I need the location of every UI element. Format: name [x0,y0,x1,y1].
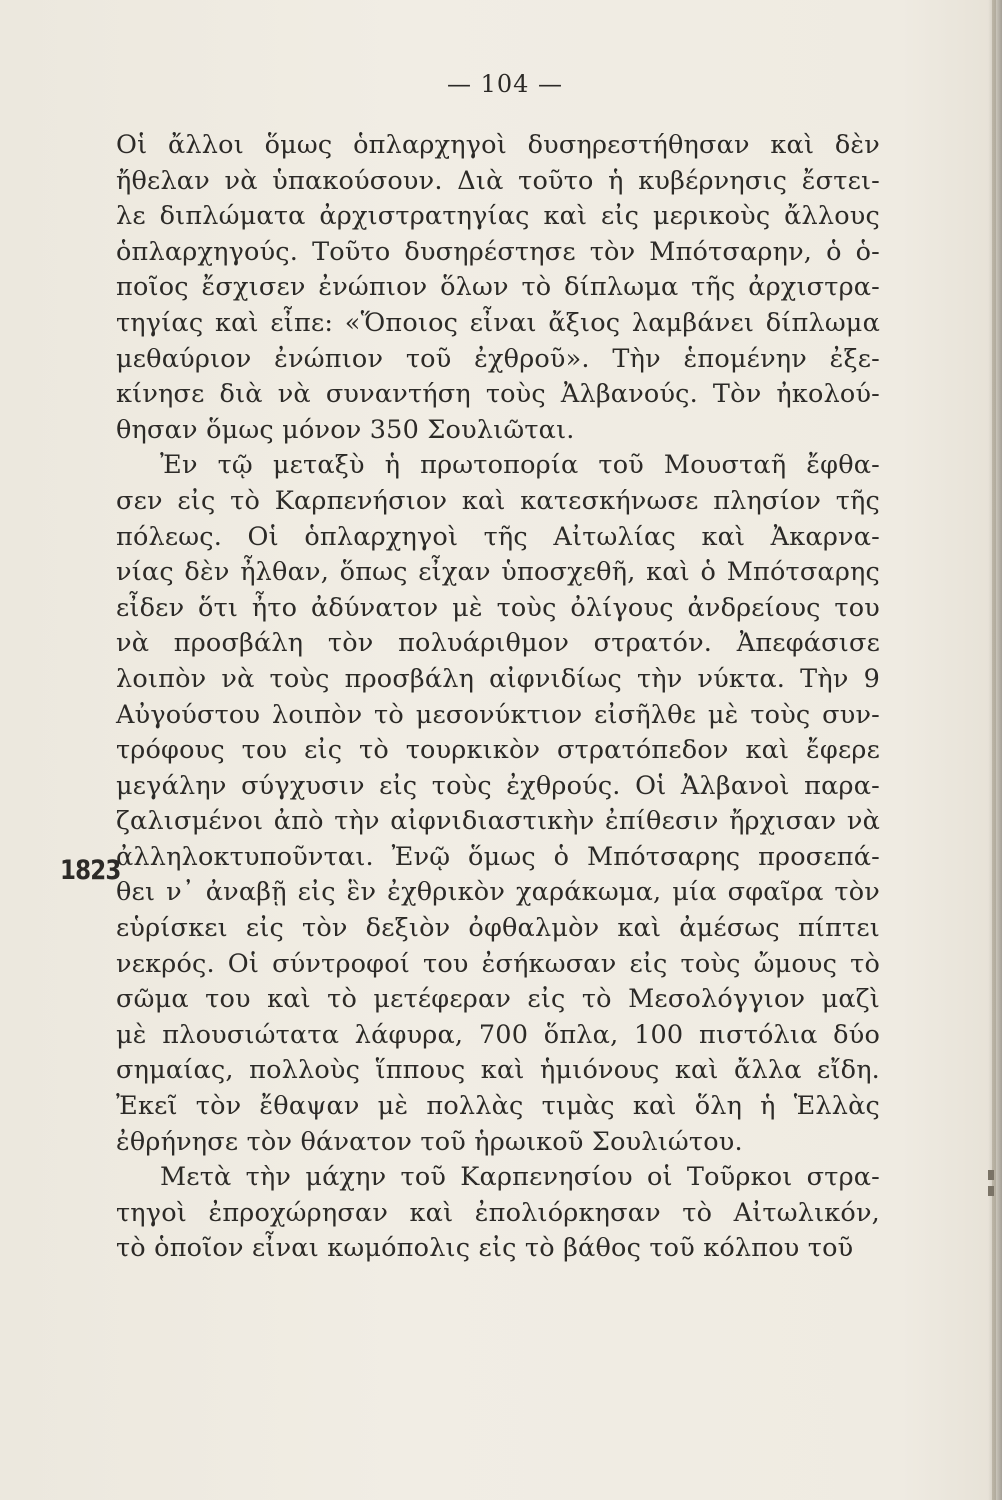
text-line: ζαλισμένοι ἀπὸ τὴν αἰφνιδιαστικὴν ἐπίθεσιν ἤρχισαν νὰ [116,806,880,837]
text-line: θησαν ὅμως μόνον 350 Σουλιῶται. [116,414,575,445]
text-line: λοιπὸν νὰ τοὺς προσβάλη αἰφνιδίως τὴν νύκτα. Τὴν 9 [116,663,880,694]
text-line: Οἱ ἄλλοι ὅμως ὁπλαρχηγοὶ δυσηρεστήθησαν καὶ δὲν [116,130,880,160]
text-line: τηγοὶ ἐπροχώρησαν καὶ ἐπολιόρκησαν τὸ Αἰτωλικόν, [116,1197,880,1228]
text-line: Ἐν τῷ μεταξὺ ἡ πρωτοπορία τοῦ Μουσταῆ ἔφθα- [160,450,880,481]
text-line: τρόφους του εἰς τὸ τουρκικὸν στρατόπεδον καὶ ἔφερε [116,735,880,766]
text-line: ἀλληλοκτυποῦνται. Ἐνῷ ὅμως ὁ Μπότσαρης προσεπά- [116,841,880,872]
page-edge-shadow [988,0,1002,1500]
edge-marks [988,1170,994,1210]
text-line: κίνησε διὰ νὰ συναντήση τοὺς Ἀλβανούς. Τὸν ἠκολού- [116,379,880,410]
text-line: ἐθρήνησε τὸν θάνατον τοῦ ἡρωικοῦ Σουλιώτου. [116,1126,743,1157]
margin-year-note: 1823 [60,855,121,886]
text-line: νὰ προσβάλη τὸν πολυάριθμον στρατόν. Ἀπεφάσισε [116,628,880,659]
text-line: εἶδεν ὅτι ἦτο ἀδύνατον μὲ τοὺς ὀλίγους ἀνδρείους του [116,592,880,623]
text-line: εὑρίσκει εἰς τὸν δεξιὸν ὀφθαλμὸν καὶ ἀμέσως πίπτει [116,913,880,944]
text-line: πόλεως. Οἱ ὁπλαρχηγοὶ τῆς Αἰτωλίας καὶ Ἀκαρνα- [116,521,880,552]
text-line: ποῖος ἔσχισεν ἐνώπιον ὅλων τὸ δίπλωμα τῆς ἀρχιστρα- [116,272,880,303]
text-line: τὸ ὁποῖον εἶναι κωμόπολις εἰς τὸ βάθος τοῦ κόλπου τοῦ [116,1233,854,1264]
page-number: — 104 — [446,70,564,98]
text-line: σῶμα του καὶ τὸ μετέφεραν εἰς τὸ Μεσολόγγιον μαζὶ [116,984,880,1015]
text-line: μεθαύριον ἐνώπιον τοῦ ἐχθροῦ». Τὴν ἑπομένην ἐξε- [116,343,880,374]
text-line: σεν εἰς τὸ Καρπενήσιον καὶ κατεσκήνωσε πλησίον τῆς [116,485,880,516]
text-line: νεκρός. Οἱ σύντροφοί του ἐσήκωσαν εἰς τοὺς ὤμους τὸ [116,948,880,979]
text-line: λε διπλώματα ἀρχιστρατηγίας καὶ εἰς μερικοὺς ἄλλους [116,201,880,232]
text-line: ὁπλαρχηγούς. Τοῦτο δυσηρέστησε τὸν Μπότσαρην, ὁ ὁ- [116,236,880,267]
body-text [116,128,880,1267]
text-line: τηγίας καὶ εἶπε: «Ὅποιος εἶναι ἄξιος λαμβάνει δίπλωμα [116,307,880,338]
text-line: Μετὰ τὴν μάχην τοῦ Καρπενησίου οἱ Τοῦρκοι στρα- [160,1162,880,1193]
text-line: μεγάλην σύγχυσιν εἰς τοὺς ἐχθρούς. Οἱ Ἀλβανοὶ παρα- [116,770,880,801]
text-line: Αὐγούστου λοιπὸν τὸ μεσονύκτιον εἰσῆλθε μὲ τοὺς συν- [116,699,880,730]
text-line: ἤθελαν νὰ ὑπακούσουν. Διὰ τοῦτο ἡ κυβέρνησις ἔστει- [116,165,880,196]
text-line: σημαίας, πολλοὺς ἵππους καὶ ἡμιόνους καὶ ἄλλα εἴδη. [116,1055,880,1086]
text-line: θει ν᾿ ἀναβῇ εἰς ἓν ἐχθρικὸν χαράκωμα, μία σφαῖρα τὸν [116,877,880,908]
text-line: μὲ πλουσιώτατα λάφυρα, 700 ὅπλα, 100 πιστόλια δύο [116,1019,880,1050]
text-line: νίας δὲν ἦλθαν, ὅπως εἶχαν ὑποσχεθῆ, καὶ ὁ Μπότσαρης [116,557,880,588]
text-line: Ἐκεῖ τὸν ἔθαψαν μὲ πολλὰς τιμὰς καὶ ὅλη ἡ Ἑλλὰς [116,1091,880,1122]
